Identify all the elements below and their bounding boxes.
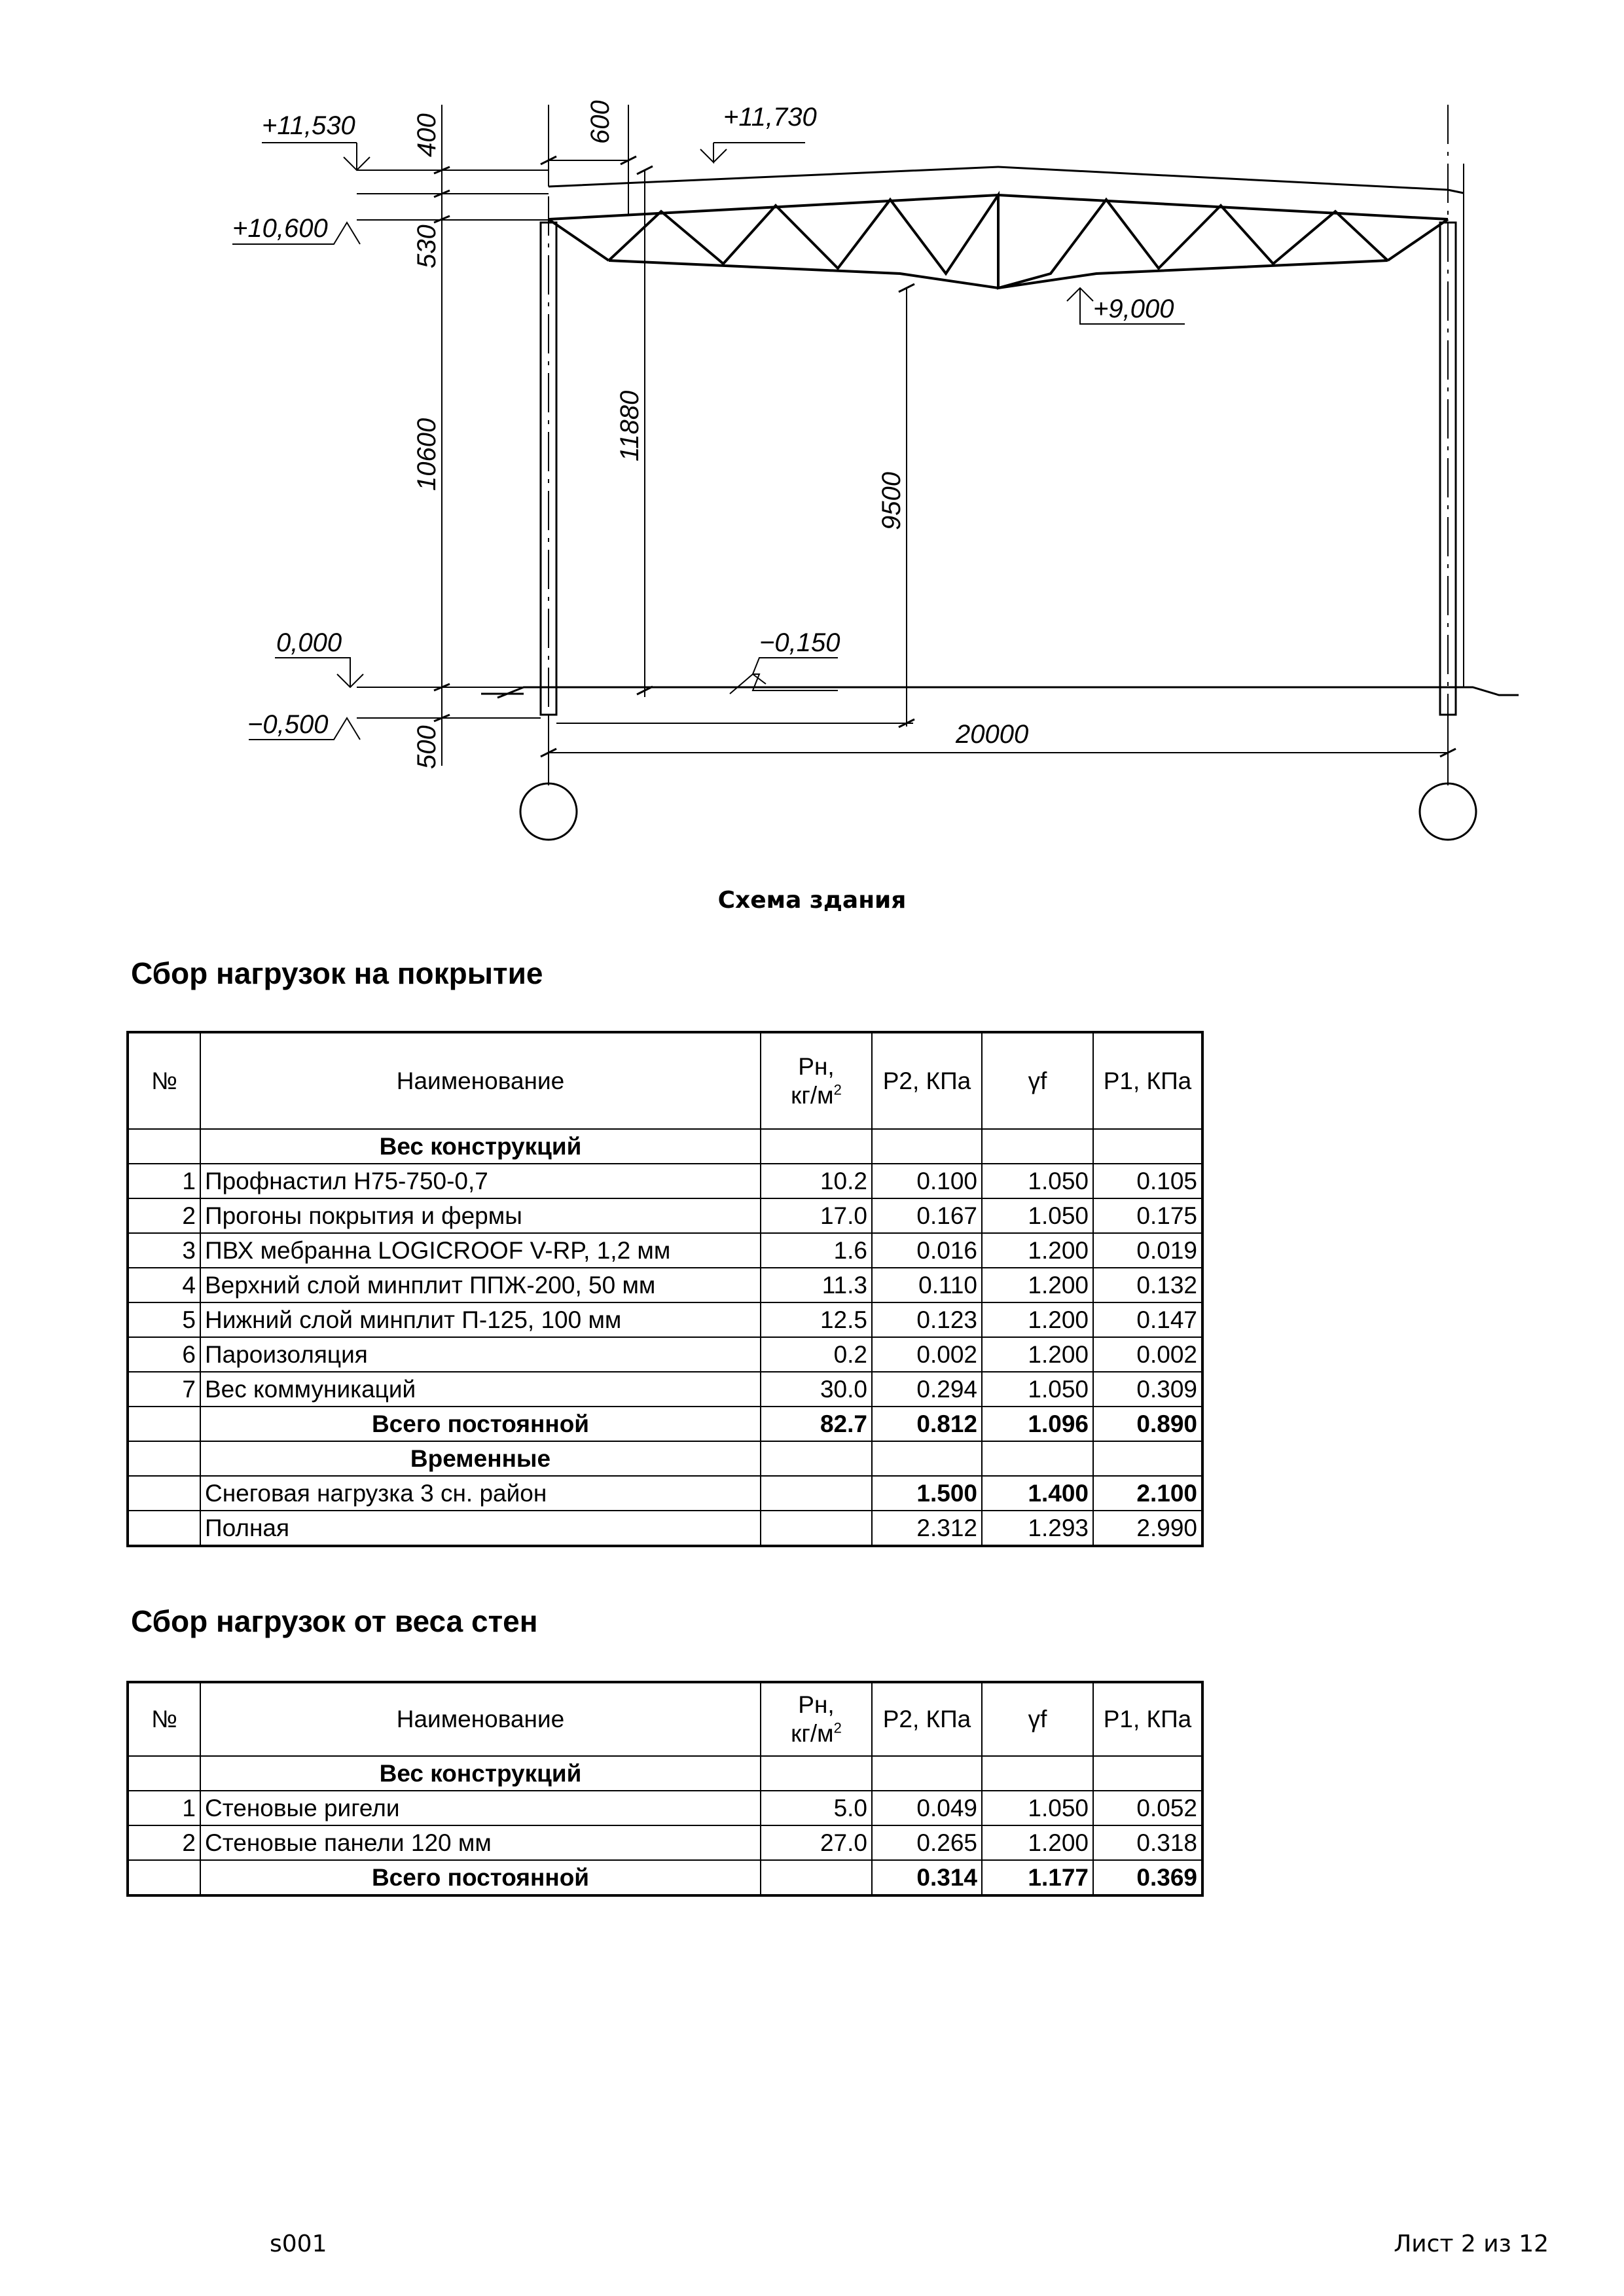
footer-code: s001	[270, 2231, 327, 2257]
header-name: Наименование	[200, 1032, 761, 1129]
table-row: 7 Вес коммуникаций 30.0 0.294 1.050 0.309	[128, 1372, 1202, 1407]
roof-truss	[549, 195, 1448, 288]
dim-9500: 9500	[877, 472, 906, 530]
level-top-right: +11,730	[723, 103, 817, 132]
total-row: Всего постоянной 0.314 1.177 0.369	[128, 1860, 1202, 1895]
header-num: №	[128, 1032, 200, 1129]
table-row: 1 Стеновые ригели 5.0 0.049 1.050 0.052	[128, 1791, 1202, 1825]
table-row: 2 Прогоны покрытия и фермы 17.0 0.167 1.050 0.175	[128, 1198, 1202, 1233]
wall-loads-table	[126, 1681, 1204, 1897]
level-zero: 0,000	[276, 628, 342, 657]
table-row: 3 ПВХ мебранна LOGICROOF V-RP, 1,2 мм 1.6 0.016 1.200 0.019	[128, 1233, 1202, 1268]
section-row: Временные	[128, 1441, 1202, 1476]
table-row: 5 Нижний слой минплит П-125, 100 мм 12.5 0.123 1.200 0.147	[128, 1302, 1202, 1337]
building-scheme-drawing	[0, 0, 1624, 870]
ground-line	[497, 687, 1519, 698]
table-row: 1 Профнастил Н75-750-0,7 10.2 0.100 1.050 0.105	[128, 1164, 1202, 1198]
dim-400: 400	[412, 113, 441, 157]
dim-600: 600	[586, 100, 615, 144]
table-row: 2 Стеновые панели 120 мм 27.0 0.265 1.200 0.318	[128, 1825, 1202, 1860]
table-row: 4 Верхний слой минплит ППЖ-200, 50 мм 11.3 0.110 1.200 0.132	[128, 1268, 1202, 1302]
header-p2: P2, КПа	[872, 1032, 982, 1129]
level-top-left: +11,530	[262, 111, 355, 140]
table-header-row	[128, 1032, 1202, 1129]
dim-10600: 10600	[412, 418, 441, 491]
dim-11880: 11880	[615, 390, 644, 461]
dim-500: 500	[412, 725, 441, 769]
scheme-caption: Схема здания	[717, 887, 907, 914]
header-num: №	[128, 1682, 200, 1756]
section-row: Вес конструкций	[128, 1756, 1202, 1791]
roof-loads-table	[126, 1031, 1204, 1547]
dim-span: 20000	[956, 720, 1029, 749]
roof-loads-title: Сбор нагрузок на покрытие	[131, 956, 543, 990]
table-row: 6 Пароизоляция 0.2 0.002 1.200 0.002	[128, 1337, 1202, 1372]
level-bottom-chord: +9,000	[1093, 295, 1174, 323]
dim-530: 530	[412, 224, 441, 268]
header-pn: Pн, $кг/м^2$	[761, 1032, 872, 1129]
header-yf: γf	[982, 1032, 1093, 1129]
header-p1: P1, КПа	[1093, 1032, 1202, 1129]
level-foundation: −0,500	[247, 710, 329, 739]
footer-sheet-number: Лист 2 из 12	[1394, 2231, 1549, 2257]
section-row: Вес конструкций	[128, 1129, 1202, 1164]
level-floor: −0,150	[759, 628, 840, 657]
level-eave: +10,600	[232, 214, 328, 243]
roof-line	[549, 167, 1448, 190]
wall-loads-title: Сбор нагрузок от веса стен	[131, 1604, 538, 1638]
header-yf: γf	[982, 1682, 1093, 1756]
header-p2: P2, КПа	[872, 1682, 982, 1756]
snow-row: Снеговая нагрузка 3 сн. район 1.500 1.400 2.100	[128, 1476, 1202, 1511]
table-header-row	[128, 1682, 1202, 1756]
header-pn: Pн, $кг/м^2$	[761, 1682, 872, 1756]
full-row: Полная 2.312 1.293 2.990	[128, 1511, 1202, 1546]
total-row: Всего постоянной 82.7 0.812 1.096 0.890	[128, 1407, 1202, 1441]
axis-bubble-left	[520, 783, 577, 840]
header-p1: P1, КПа	[1093, 1682, 1202, 1756]
axis-bubble-right	[1420, 783, 1476, 840]
header-name: Наименование	[200, 1682, 761, 1756]
